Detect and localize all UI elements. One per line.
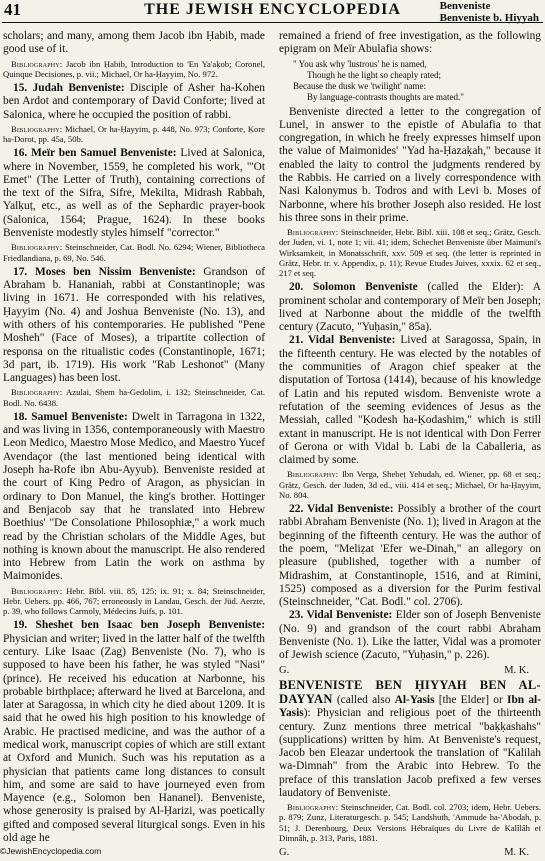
bibliography: Bibliography: Jacob ibn Ḥabib, Introduction to 'En Ya'aḳob; Coronel, Quinque Decisiones, p. vii.; Michael, Or ha-Ḥayyim, No. 972. bbox=[3, 58, 265, 79]
entry-18 bbox=[3, 411, 265, 584]
author-signature bbox=[279, 846, 541, 859]
entry-heading: 18. Samuel Benveniste: bbox=[13, 410, 128, 423]
entry-15 bbox=[3, 82, 265, 122]
bibliography: Bibliography: Azulai, Shem ha-Gedolim, i. 132; Steinschneider, Cat. Bodl. No. 6438. bbox=[3, 387, 265, 408]
poem-line: Though he the light so cheaply rated; bbox=[307, 69, 441, 80]
entry-heading: 23. Vidal Benveniste: bbox=[289, 609, 393, 622]
bibliography: Bibliography: Steinschneider, Cat. Bodl. No. 6294; Wiener, Bibliotheca Friedlandiana, p. 69, No. 546. bbox=[3, 242, 265, 263]
entry-text: Grandson of Abraham b. Hananiah, rabbi at Constantinople; was living in 1671. He corresponded with his relatives, Ḥayyim (No. 4) and Joshua Benveniste (No. 13), and with others of his contemporaries. He published "Pene Mosheh" (Face of Moses), a tripartite collection of responsa on the ritualistic codes (Constantinople, 1671; 3d part, ib. 1719). His work "Rab Leshonot" (Many Languages) has been lost. bbox=[3, 265, 265, 385]
entry-text: Possibly a brother of the court rabbi Abraham Benveniste (No. 1); lived in Aragon at the beginning of the fifteenth century. He was the author of the poem, "Meliẓat 'Efer we-Dinah," an allegory on pleasure (published, together with a number of Midrashim, at Constantinople, 1516, and at Rimini, 1525) composed as a diversion for the Purim festival (Steinschneider, "Cat. Bodl." col. 2706). bbox=[279, 503, 541, 609]
entry-16 bbox=[3, 147, 265, 240]
entry-heading: 15. Judah Benveniste: bbox=[13, 82, 125, 94]
entry-text: Disciple of Asher ha-Kohen ben Ardot and contemporary of David Conforte; lived at Salonica, where he occupied the position of rabbi. bbox=[3, 82, 265, 121]
copyright-link[interactable]: ©JewishEncyclopedia.com bbox=[0, 846, 102, 856]
bibliography: Bibliography: Ibn Verga, Shebeṭ Yehudah, ed. Wiener, pp. 68 et seq.; Grätz, Gesch. der Juden, 3d ed., viii. 414 et seq.; Michael, Or ha-Ḥayyim, No. 804. bbox=[279, 469, 541, 500]
page-number: 41 bbox=[4, 0, 21, 19]
signature-right: M. K. bbox=[504, 664, 529, 676]
entry-heading: 19. Sheshet ben Isaac ben Joseph Benveniste: bbox=[13, 619, 265, 632]
bibliography-label: Bibliography: bbox=[11, 585, 63, 596]
entry-17 bbox=[3, 266, 265, 386]
entry-20 bbox=[279, 281, 541, 334]
poem-line: " You ask why 'lustrous' he is named, bbox=[293, 58, 427, 69]
guide-words bbox=[440, 0, 539, 24]
epigram bbox=[293, 59, 541, 103]
signature-left: G. bbox=[279, 847, 290, 859]
paragraph: Benveniste directed a letter to the congregation of Lunel, in answer to the epistle of Abulafia to that congregation, in which he freely expresses himself upon the value of Maimonides' "Yad ha-Ḥazaḳah," because it enabled the laity to control the judgments rendered by the Rabbis. He carried on a lively correspondence with Nasi Kalonymus b. Todros and with Levi b. Moses of Narbonne, where his brother Joseph also resided. He lost his three sons in their prime. bbox=[279, 105, 541, 224]
bibliography-label: Bibliography: bbox=[11, 242, 63, 253]
bibliography-label: Bibliography: bbox=[287, 802, 339, 813]
right-column bbox=[279, 30, 541, 861]
entry-text: ): Physician and religious poet of the thirteenth century. Zunz mentions three metrical "baḳḳashahs" (supplications) written by him. At Benveniste's request, Jacob ben Eleazar undertook the translation of "Kalilah wa-Dimnah" from the Arabic into Hebrew. To the preface of this translation Jacob prefixed a few verses laudatory of Benveniste. bbox=[279, 707, 541, 799]
bibliography: Bibliography: Steinschneider, Cat. Bodl. col. 2703; idem, Hebr. Uebers. p. 879; Zunz, Literaturgesch. p. 545; Landshuth, 'Ammude ha-'Abodah, p. 51; J. Derenbourg, Deux Versions Hébraïques du Livre de Kalîlâh et Dimnâh, p. 313, Paris, 1881. bbox=[279, 802, 541, 843]
entry-heading: 22. Vidal Benveniste: bbox=[289, 503, 394, 516]
bibliography: Bibliography: Michael, Or ha-Ḥayyim, p. 448, No. 973; Conforte, Ḳore ha-Dorot, pp. 45a, 50b. bbox=[3, 123, 265, 145]
bibliography-label: Bibliography: bbox=[11, 58, 63, 69]
entry-text: (called the Elder): A prominent scholar and contemporary of Meïr ben Joseph; lived at Narbonne about the middle of the twelfth century (Zacuto, "Yuḥasin," 85a). bbox=[279, 281, 541, 334]
entry-21 bbox=[279, 334, 541, 467]
page-header bbox=[2, 0, 543, 28]
poem-line: Because the dusk we 'twilight' name: bbox=[293, 80, 426, 91]
entry-text: Lived at Salonica, where in November, 1559, he completed his work, "'Ot Emet" (The Letter of Truth), containing corrections of the text of the Sifra, Sifre, Mekilta, Midrash Rabbah, Yalḳuṭ, etc., as well as of the Sephardic prayer-book (Salonica, 1564; Prague, 1624). In these books Benveniste modestly styles himself "corrector." bbox=[3, 147, 265, 240]
main-entry-heading: BENVENISTE BEN ḤIYYAH BEN AL-DAYYAN bbox=[279, 677, 541, 706]
entry-text: (called also bbox=[332, 693, 395, 706]
entry-heading: 16. Meïr ben Samuel Benveniste: bbox=[13, 147, 177, 160]
header-rule bbox=[2, 22, 543, 23]
entry-heading: 20. Solomon Benveniste bbox=[289, 281, 418, 294]
entry-22 bbox=[279, 503, 541, 609]
bibliography-label: Bibliography: bbox=[287, 469, 339, 480]
entry-heading: 21. Vidal Benveniste: bbox=[289, 334, 396, 347]
paragraph: remained a friend of free investigation, as the following epigram on Meïr Abulafia shows: bbox=[279, 30, 541, 56]
alias-name: Ibn al-Yasis bbox=[279, 693, 541, 720]
bibliography: Bibliography: Steinschneider, Hebr. Bibl. xiii. 108 et seq.; Grätz, Gesch. der Juden, vi. 1, note 1; vii. 41; idem, Schechet Benveniste über Maimuni's Wirksamkeit, in Monatsschrift, xxv. 509 et seq. (the letter is reprinted in Grätz, Hebr. tr. v. Appendix, p. 11); Revue Etudes Juives, xxxix. 62 et seq., 217 et seq. bbox=[279, 227, 541, 279]
entry-19 bbox=[3, 619, 265, 845]
signature-left: G. bbox=[279, 664, 290, 676]
bibliography: Bibliography: Hebr. Bibl. viii. 85, 125; ix. 91; x. 84; Steinschneider, Hebr. Uebers. pp. 466, 767; erroneously in Landau, Gesch. der Jüd. Aerzte, p. 39, who follows Carmoly, Médecins Juifs, p. 101. bbox=[3, 585, 265, 617]
entry-23 bbox=[279, 609, 541, 662]
bibliography-label: Bibliography: bbox=[11, 123, 63, 134]
running-title: THE JEWISH ENCYCLOPEDIA bbox=[144, 1, 401, 18]
author-signature bbox=[279, 664, 541, 677]
signature-right: M. K. bbox=[504, 847, 529, 859]
alias-name: Al-Yasis bbox=[394, 693, 435, 706]
entry-text: Physician and writer; lived in the latter half of the twelfth century. Like Isaac (Zag) Benveniste (No. 7), who is supposed to have been his father, he was styled "Nasi" (prince). He received his education at Narbonne, his probable birthplace; afterward he lived at Barcelona, and later at Saragossa, in which city he died about 1209. It is said that he owed his high position to his knowledge of Arabic. He practised medicine, and was the author of a medical work, manuscript copies of which are still extant at Oxford and Munich. Such was his reputation as a physician that patients came long distances to consult him, and some are said to have journeyed even from Mayence (e.g., Solomon ben Hananel). Benveniste, whose generosity is praised by Al-Ḥarizi, was poetically gifted and composed several liturgical songs. Even in his old age he bbox=[3, 632, 265, 845]
poem-line: By language-contrasts thoughts are mated." bbox=[307, 91, 464, 102]
paragraph: scholars; and many, among them Jacob ibn Ḥabib, made good use of it. bbox=[3, 30, 265, 56]
main-entry bbox=[279, 679, 541, 801]
bibliography-label: Bibliography: bbox=[11, 387, 63, 398]
entry-text: [the Elder] or bbox=[434, 693, 508, 706]
guide-word-first: Benveniste bbox=[439, 0, 491, 12]
entry-text: Dwelt in Tarragona in 1322, and was living in 1356, contemporaneously with Maestro Leon Medico, Maestro Mose Medico, and Maestro Yucef Avendaҫor (the last mentioned being identical with Joseph ha-Rofe ibn Abu-Ayyub). Benveniste resided at the court of King Pedro of Aragon, as physician in ordinary to Don Manuel, the king's brother. Hottinger and Benjacob say that he translated into Hebrew Boethius' "De Consolatione Philosophiæ," a work much read by the Christian scholars of the Middle Ages, but nothing is known about the manuscript. He also rendered into Hebrew from Latin the work on asthma by Maimonides. bbox=[3, 410, 265, 583]
entry-heading: 17. Moses ben Nissim Benveniste: bbox=[13, 265, 196, 278]
entry-text: Elder son of Joseph Benveniste (No. 9) and grandson of the court rabbi Abraham Benveniste (No. 1). Like the latter, Vidal was a promoter of Jewish science (Zacuto, "Yuḥasin," p. 226). bbox=[279, 609, 541, 662]
left-column bbox=[3, 30, 265, 845]
bibliography-label: Bibliography: bbox=[287, 227, 339, 238]
entry-text: Lived at Saragossa, Spain, in the fifteenth century. He was elected by the notables of the communities of Aragon chief speaker at the disputation of Tortosa (1414), because of his knowledge of Latin and his reputed wisdom. Benveniste wrote a refutation of the seeming evidences of Jesus as the Messiah, called "Ḳodesh ha-Ḳodashim," which is still extant in manuscript. He is not identical with Don Ferrer of Gerona or with Vidal b. Labi de la Caballeria, as claimed by some. bbox=[279, 334, 541, 467]
guide-word-last: Benveniste b. Ḥiyyah bbox=[439, 12, 539, 24]
